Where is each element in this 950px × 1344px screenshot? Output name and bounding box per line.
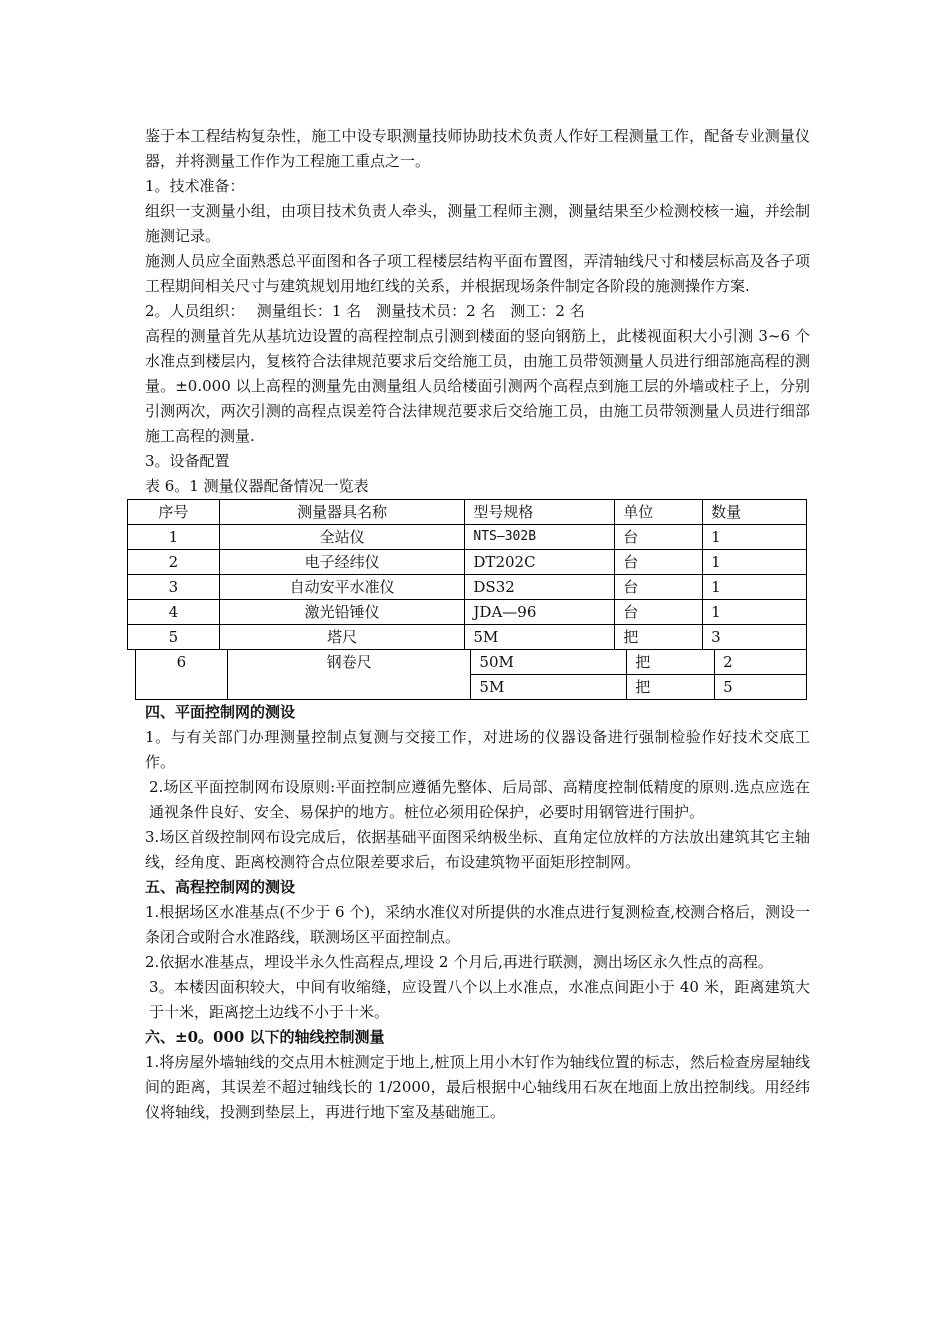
header-unit: 单位 [615,500,703,525]
cell-name: 塔尺 [219,625,465,650]
tech-prep-heading: 1。技术准备： [145,177,245,195]
header-model: 型号规格 [465,500,615,525]
cell-qty: 1 [703,600,807,625]
staff-familiarity-paragraph: 施测人员应全面熟悉总平面图和各子项工程楼层结构平面布置图，弄清轴线尺寸和楼层标高及各子项工程期间相关尺寸与建筑规划用地红线的关系，并根据现场条件制定各阶段的施测操作方案. [145,252,810,295]
section5-item: 1.根据场区水准基点(不少于 6 个)，采纳水准仪对所提供的水准点进行复测检查,校测合格后，测设一条闭合或附合水准路线，联测场区平面控制点。 [145,903,810,946]
elevation-measurement-paragraph: 高程的测量首先从基坑边设置的高程控制点引测到楼面的竖向钢筋上，此楼视面积大小引测 3~6 个水准点到楼层内，复核符合法律规范要求后交给施工员，由施工员带领测量人员进行细部施高程的测量。±0.000 以上高程的测量先由测量组人员给楼面引测两个高程点到施工层的外墙或柱子上，分别引测两次，两次引测的高程点误差符合法律规范要求后交给施工员，由施工员带领测量人员进行细部施工高程的测量. [145,327,810,445]
section5-item: 3。本楼因面积较大，中间有收缩缝，应设置八个以上水准点，水准点间距小于 40 米，距离建筑大于十米，距离挖土边线不小于十米。 [149,978,810,1021]
tape-measure-table [135,649,807,700]
section4-heading: 四、平面控制网的测设 [145,703,296,721]
section5-heading: 五、高程控制网的测设 [145,878,296,896]
table-row [128,525,807,550]
table-row [128,625,807,650]
section4-item: 1。与有关部门办理测量控制点复测与交接工作，对进场的仪器设备进行强制检验作好技术交底工作。 [145,728,810,771]
cell-no: 6 [136,650,228,700]
cell-unit: 台 [615,550,703,575]
cell-model: DS32 [465,575,615,600]
intro-paragraph: 鉴于本工程结构复杂性，施工中设专职测量技师协助技术负责人作好工程测量工作，配备专业测量仪器，并将测量工作作为工程施工重点之一。 [145,127,810,170]
cell-qty: 1 [703,575,807,600]
cell-no: 1 [128,525,220,550]
cell-name: 激光铅锤仪 [219,600,465,625]
cell-unit: 台 [615,600,703,625]
cell-no: 3 [128,575,220,600]
cell-unit: 台 [615,575,703,600]
cell-name: 全站仪 [219,525,465,550]
cell-unit: 把 [627,650,715,675]
cell-qty: 1 [703,525,807,550]
section6-item: 1.将房屋外墙轴线的交点用木桩测定于地上,桩顶上用小木钉作为轴线位置的标志，然后检查房屋轴线间的距离，其误差不超过轴线长的 1/2000，最后根据中心轴线用石灰在地面上放出控制线。用经纬仪将轴线，投测到垫层上，再进行地下室及基础施工。 [145,1053,810,1121]
table-caption: 表 6。1 测量仪器配备情况一览表 [145,477,369,495]
equipment-heading: 3。设备配置 [145,452,230,470]
table-row [128,600,807,625]
cell-name: 电子经纬仪 [219,550,465,575]
cell-unit: 台 [615,525,703,550]
header-no: 序号 [128,500,220,525]
cell-model: JDA—96 [465,600,615,625]
table-row [128,550,807,575]
table-row [128,575,807,600]
header-qty: 数量 [703,500,807,525]
table-header-row [128,500,807,525]
cell-model: 5M [471,675,627,700]
cell-model: NTS—302B [465,525,615,550]
section4-item: 3.场区首级控制网布设完成后，依据基础平面图采纳极坐标、直角定位放样的方法放出建筑其它主轴线，经角度、距离校测符合点位限差要求后，布设建筑物平面矩形控制网。 [145,828,810,871]
cell-model: 50M [471,650,627,675]
cell-model: 5M [465,625,615,650]
cell-no: 2 [128,550,220,575]
cell-qty: 5 [715,675,807,700]
cell-no: 5 [128,625,220,650]
section6-heading: 六、±0。000 以下的轴线控制测量 [145,1028,385,1046]
cell-qty: 2 [715,650,807,675]
table-row [136,650,807,675]
tech-prep-paragraph: 组织一支测量小组，由项目技术负责人牵头，测量工程师主测，测量结果至少检测校核一遍，并绘制施测记录。 [145,202,810,245]
cell-qty: 1 [703,550,807,575]
cell-name: 钢卷尺 [227,650,471,700]
section5-item: 2.依据水准基点，埋设半永久性高程点,埋设 2 个月后,再进行联测，测出场区永久性点的高程。 [145,953,773,971]
cell-name: 自动安平水准仪 [219,575,465,600]
cell-qty: 3 [703,625,807,650]
instrument-table [127,499,807,650]
cell-unit: 把 [627,675,715,700]
staff-organization-line: 2。人员组织： 测量组长：1 名 测量技术员：2 名 测工：2 名 [145,302,585,320]
cell-unit: 把 [615,625,703,650]
document-body [145,124,810,1125]
header-name: 测量器具名称 [219,500,465,525]
cell-no: 4 [128,600,220,625]
section4-item: 2.场区平面控制网布设原则:平面控制应遵循先整体、后局部、高精度控制低精度的原则.选点应选在通视条件良好、安全、易保护的地方。桩位必须用砼保护，必要时用钢管进行围护。 [149,778,810,821]
cell-model: DT202C [465,550,615,575]
